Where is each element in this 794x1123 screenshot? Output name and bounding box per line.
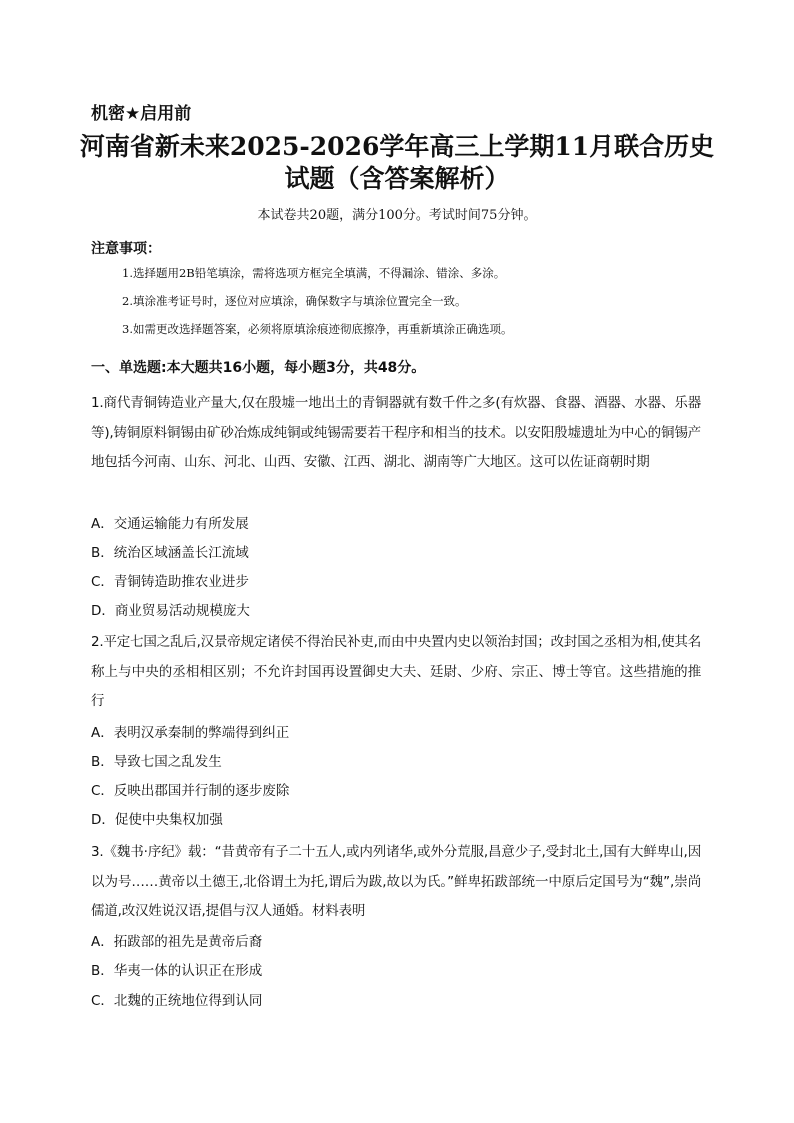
question-2-stem: 2.平定七国之乱后,汉景帝规定诸侯不得治民补吏,而由中央置内史以领治封国；改封国之丞相为相,使其名称上与中央的丞相相区别；不允许封国再设置御史大夫、廷尉、少府、宗正、博士等官。这些措施的推行 [91,634,701,709]
question-3-option-c: C．北魏的正统地位得到认同 [91,993,263,1009]
notice-item: 2.填涂准考证号时，逐位对应填涂，确保数字与填涂位置完全一致。 [122,294,467,308]
notice-title: 注意事项： [91,241,161,257]
question-2-option-b: B．导致七国之乱发生 [91,754,222,770]
notice-item: 1.选择题用2B铅笔填涂，需将选项方框完全填满，不得漏涂、错涂、多涂。 [122,266,506,280]
notice-item: 3.如需更改选择题答案，必须将原填涂痕迹彻底擦净，再重新填涂正确选项。 [122,322,513,336]
exam-info: 本试卷共20题，满分100分。考试时间75分钟。 [257,208,537,223]
question-2-option-a: A．表明汉承秦制的弊端得到纠正 [91,725,290,741]
exam-title-line1: 河南省新未来2025-2026学年高三上学期11月联合历史 [79,132,715,161]
section-heading: 一、单选题:本大题共16小题，每小题3分，共48分。 [91,360,426,376]
question-3-stem: 3.《魏书·序纪》载：“昔黄帝有子二十五人,或内列诸华,或外分荒服,昌意少子,受封北土,国有大鲜卑山,因以为号……黄帝以土德王,北俗谓土为托,谓后为跋,故以为氏。”鲜卑拓跋部统一中原后定国号为“魏”,崇尚儒道,改汉姓说汉语,提倡与汉人通婚。材料表明 [91,844,701,919]
question-1-option-c: C．青铜铸造助推农业进步 [91,574,249,590]
question-1-option-d: D．商业贸易活动规模庞大 [91,603,250,619]
question-1-stem: 1.商代青铜铸造业产量大,仅在殷墟一地出土的青铜器就有数千件之多(有炊器、食器、酒器、水器、乐器等),铸铜原料铜锡由矿砂冶炼成纯铜或纯锡需要若干程序和相当的技术。以安阳殷墟遗址为中心的铜锡产地包括今河南、山东、河北、山西、安徽、江西、湖北、湖南等广大地区。这可以佐证商朝时期 [91,395,701,470]
question-1-option-b: B．统治区域涵盖长江流域 [91,545,249,561]
question-3-option-b: B．华夷一体的认识正在形成 [91,963,263,979]
question-1-option-a: A．交通运输能力有所发展 [91,516,249,532]
question-2-option-d: D．促使中央集权加强 [91,812,223,828]
question-3-option-a: A．拓跋部的祖先是黄帝后裔 [91,934,263,950]
question-2-option-c: C．反映出郡国并行制的逐步废除 [91,783,290,799]
exam-title-line2: 试题（含答案解析） [284,164,510,193]
confidential-mark: 机密★启用前 [91,104,192,124]
